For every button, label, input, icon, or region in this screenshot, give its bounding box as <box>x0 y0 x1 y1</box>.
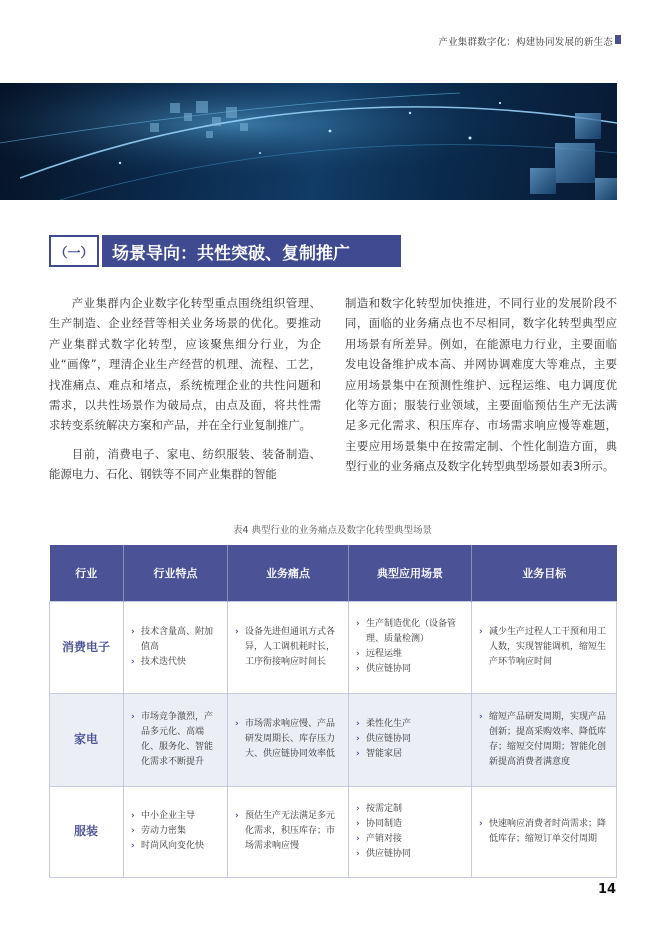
goals-cell <box>472 601 617 693</box>
body-column-right <box>345 293 617 485</box>
list-item: › 时尚风向变化快 <box>131 839 219 854</box>
header-features: 行业特点 <box>124 545 228 601</box>
table-row <box>50 601 617 693</box>
pain-cell <box>228 693 349 786</box>
scenes-cell <box>349 693 472 786</box>
paragraph: 产业集群内企业数字化转型重点围绕组织管理、生产制造、企业经营等相关业务场景的优化。要推动产业集群式数字化转型，应该聚焦细分行业，为企业“画像”，理清企业生产经营的机理、流程、工艺，找准痛点、难点和堵点，系统梳理企业的共性问题和需求，以共性场景作为破局点，由点及面，将共性需求转变系统解决方案和产品，并在全行业复制推广。 <box>49 296 321 433</box>
running-header: 产业集群数字化：构建协同发展的新生态 <box>438 37 613 48</box>
table-header-row <box>50 545 617 601</box>
list-item: › 远程运维 <box>356 647 463 662</box>
page-number: 14 <box>598 882 617 897</box>
list-item: › 预估生产无法满足多元化需求，积压库存；市场需求响应慢 <box>235 809 340 854</box>
list-item: › 市场竞争激烈，产品多元化、高端化、服务化、智能化需求不断提升 <box>131 710 219 770</box>
header-scenes: 典型应用场景 <box>349 545 472 601</box>
goals-cell <box>472 693 617 786</box>
list-item: › 智能家居 <box>356 747 463 762</box>
list-item: › 供应链协同 <box>356 847 463 862</box>
section-title: 场景导向：共性突破、复制推广 <box>102 235 401 267</box>
list-item: › 设备先进但通讯方式各异，人工调机耗时长，工序衔接响应时间长 <box>235 625 340 670</box>
list-item: › 协同制造 <box>356 817 463 832</box>
list-item: › 中小企业主导 <box>131 809 219 824</box>
pain-cell <box>228 601 349 693</box>
list-item: › 供应链协同 <box>356 662 463 677</box>
banner-image <box>0 83 617 200</box>
list-item: › 供应链协同 <box>356 732 463 747</box>
section-heading <box>49 235 401 267</box>
list-item: › 劳动力密集 <box>131 824 219 839</box>
list-item: › 减少生产过程人工干预和用工人数，实现智能调机，缩短生产环节响应时间 <box>479 625 608 670</box>
list-item: › 按需定制 <box>356 802 463 817</box>
industry-cell: 服装 <box>50 786 124 877</box>
scenes-cell <box>349 786 472 877</box>
goals-cell <box>472 786 617 877</box>
body-column-left <box>49 293 321 493</box>
paragraph: 制造和数字化转型加快推进，不同行业的发展阶段不同，面临的业务痛点也不尽相同，数字化转型典型应用场景有所差异。例如，在能源电力行业，主要面临发电设备维护成本高、并网协调难度大等难点，主要应用场景集中在预测性维护、远程运维、电力调度优化等方面；服装行业领域，主要面临预估生产无法满足多元化需求、积压库存、市场需求响应慢等难题，主要应用场景集中在按需定制、个性化制造方面，典型行业的业务痛点及数字化转型典型场景如表3所示。 <box>345 296 617 474</box>
industry-cell: 家电 <box>50 693 124 786</box>
table-row <box>50 786 617 877</box>
pain-cell <box>228 786 349 877</box>
table-caption: 表4 典型行业的业务痛点及数字化转型典型场景 <box>232 525 433 536</box>
header-industry: 行业 <box>50 545 124 601</box>
header-pain-points: 业务痛点 <box>228 545 349 601</box>
list-item: › 缩短产品研发周期，实现产品创新；提高采购效率、降低库存；缩短交付周期；智能化创新提高消费者满意度 <box>479 710 608 770</box>
list-item: › 技术含量高、附加值高 <box>131 625 219 655</box>
list-item: › 生产制造优化（设备管理、质量检测） <box>356 617 463 647</box>
features-cell <box>124 601 228 693</box>
scenes-cell <box>349 601 472 693</box>
industry-table <box>49 545 617 878</box>
list-item: › 快速响应消费者时尚需求；降低库存；缩短订单交付周期 <box>479 817 608 847</box>
features-cell <box>124 786 228 877</box>
list-item: › 柔性化生产 <box>356 717 463 732</box>
list-item: › 技术迭代快 <box>131 655 219 670</box>
header-goals: 业务目标 <box>472 545 617 601</box>
features-cell <box>124 693 228 786</box>
table-row <box>50 693 617 786</box>
list-item: › 市场需求响应慢、产品研发周期长、库存压力大、供应链协同效率低 <box>235 717 340 762</box>
list-item: › 产销对接 <box>356 832 463 847</box>
section-number: （一） <box>49 235 99 267</box>
paragraph: 目前，消费电子、家电、纺织服装、装备制造、能源电力、石化、钢铁等不同产业集群的智能 <box>49 446 321 482</box>
header-marker <box>615 35 621 44</box>
industry-cell: 消费电子 <box>50 601 124 693</box>
